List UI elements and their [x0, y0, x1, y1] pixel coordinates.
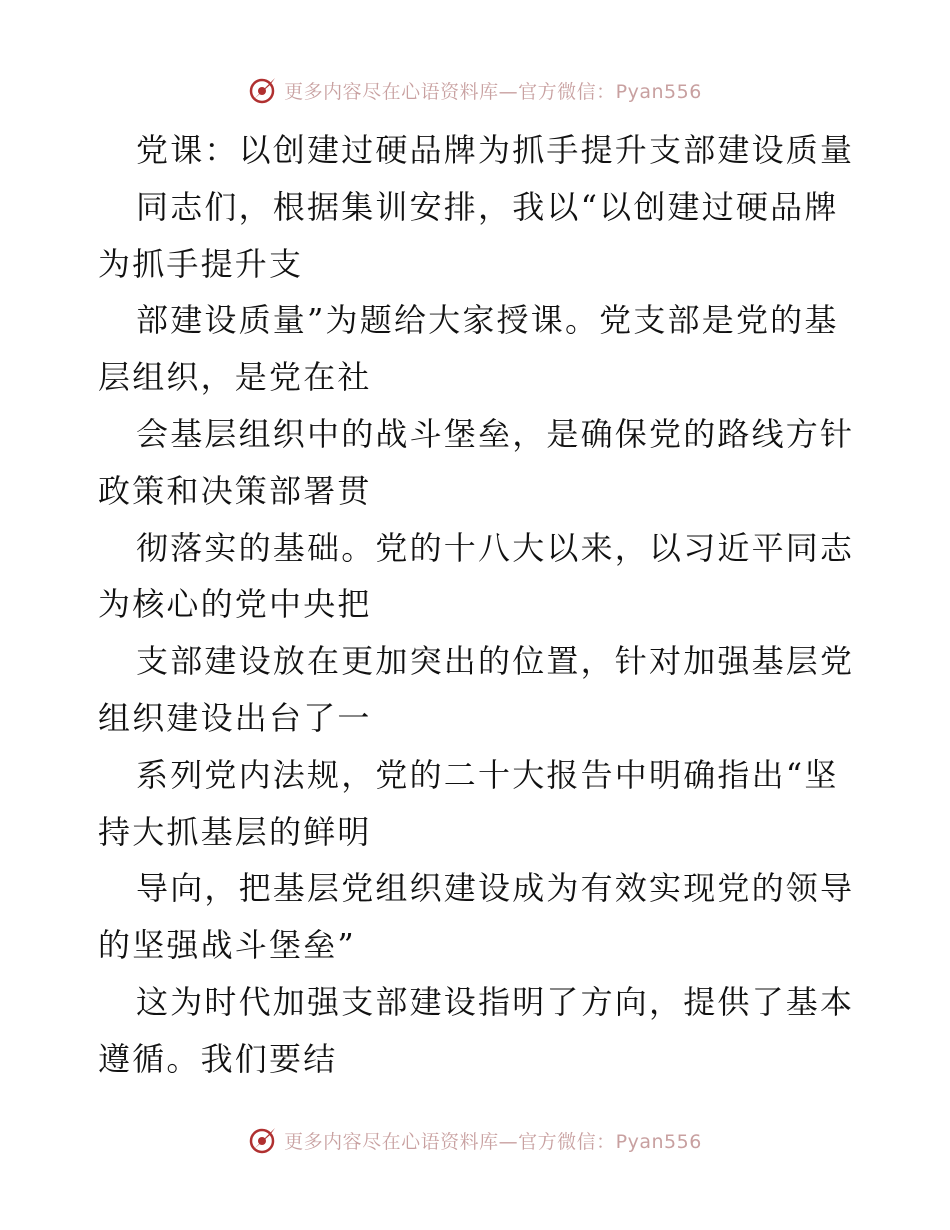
paragraph-line: 持大抓基层的鲜明	[98, 812, 372, 851]
paragraph-line: 同志们，根据集训安排，我以“以创建过硬品牌	[136, 187, 839, 226]
paragraph-line: 为抓手提升支	[98, 244, 304, 283]
quill-logo-icon	[248, 75, 278, 105]
paragraph-line: 为核心的党中央把	[98, 585, 372, 624]
quill-logo-icon	[248, 1125, 278, 1155]
paragraph-line: 组织建设出台了一	[98, 698, 372, 737]
paragraph-line: 层组织，是党在社	[98, 358, 372, 397]
paragraph-line: 的坚强战斗堡垒”	[98, 926, 356, 965]
paragraph-line: 系列党内法规，党的二十大报告中明确指出“坚	[136, 755, 839, 794]
paragraph-line: 这为时代加强支部建设指明了方向，提供了基本	[136, 982, 855, 1021]
header-banner-text: 更多内容尽在心语资料库—官方微信：Pyan556	[284, 80, 702, 103]
paragraph-line: 彻落实的基础。党的十八大以来，以习近平同志	[136, 528, 855, 567]
document-title: 党课：以创建过硬品牌为抓手提升支部建设质量	[136, 131, 855, 169]
paragraph-line: 导向，把基层党组织建设成为有效实现党的领导	[136, 869, 855, 908]
paragraph-line: 遵循。我们要结	[98, 1039, 338, 1078]
paragraph-line: 部建设质量”为题给大家授课。党支部是党的基	[136, 301, 839, 340]
document-body	[98, 122, 858, 1088]
header-banner	[0, 70, 950, 110]
paragraph-line: 政策和决策部署贯	[98, 471, 372, 510]
paragraph-line: 会基层组织中的战斗堡垒，是确保党的路线方针	[136, 414, 855, 453]
paragraph-line: 支部建设放在更加突出的位置，针对加强基层党	[136, 642, 855, 681]
footer-banner	[0, 1120, 950, 1160]
footer-banner-text: 更多内容尽在心语资料库—官方微信：Pyan556	[284, 1130, 702, 1153]
